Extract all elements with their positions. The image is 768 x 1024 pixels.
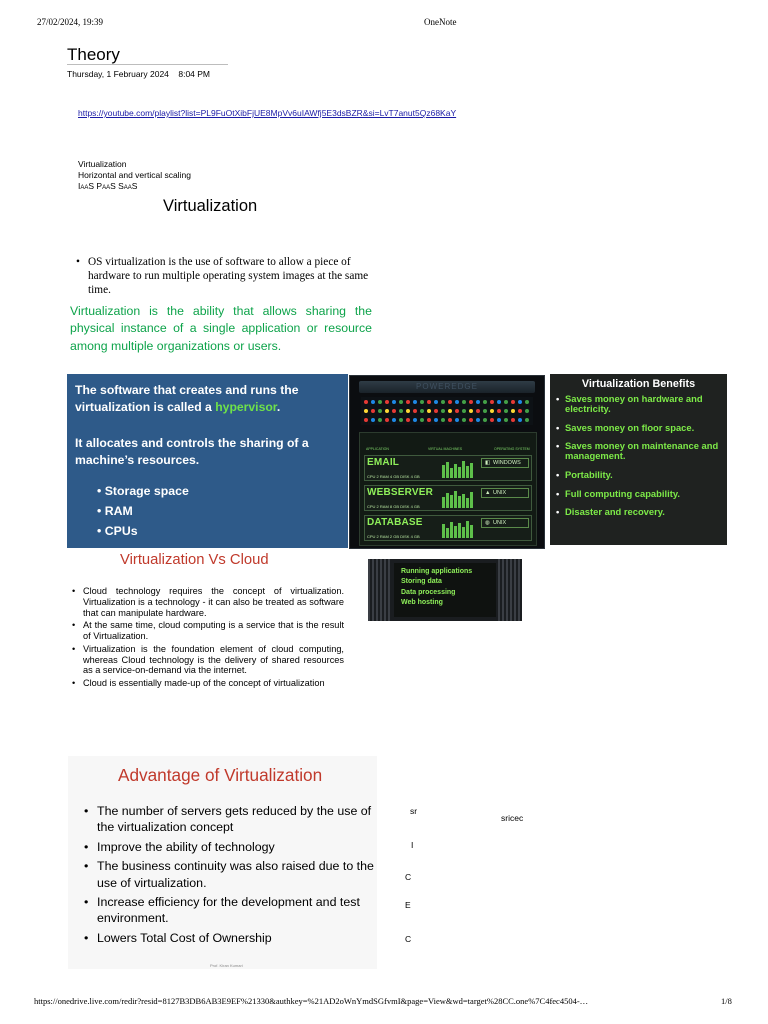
led-indicator bbox=[392, 418, 396, 422]
slide-bullet: • OS virtualization is the use of software to allow a piece of hardware to run multiple operating system images at the same time. bbox=[74, 256, 374, 297]
led-indicator bbox=[476, 409, 480, 413]
rack-side-left bbox=[368, 559, 392, 621]
led-indicator bbox=[427, 418, 431, 422]
led-indicator bbox=[462, 418, 466, 422]
led-indicator bbox=[518, 400, 522, 404]
hypervisor-keyword: hypervisor bbox=[215, 400, 277, 415]
rack-header: APPLICATION bbox=[366, 447, 389, 451]
vm-os-name: UNIX bbox=[493, 490, 507, 496]
server-uses-list bbox=[401, 568, 472, 610]
led-indicator bbox=[483, 418, 487, 422]
hypervisor-text: The software that creates and runs the virtualization is called a bbox=[75, 383, 299, 415]
led-indicator bbox=[434, 400, 438, 404]
led-indicator bbox=[518, 409, 522, 413]
led-indicator bbox=[413, 400, 417, 404]
led-indicator bbox=[504, 418, 508, 422]
led-indicator bbox=[518, 418, 522, 422]
led-indicator bbox=[371, 409, 375, 413]
text-fragment[interactable]: C bbox=[405, 872, 412, 882]
led-indicator bbox=[420, 409, 424, 413]
led-indicator bbox=[399, 409, 403, 413]
led-indicator bbox=[427, 409, 431, 413]
slide-virtualization-intro bbox=[68, 190, 378, 360]
text-fragment[interactable]: sricec bbox=[501, 813, 524, 823]
benefit-item: • Saves money on floor space. bbox=[556, 423, 724, 433]
led-indicator bbox=[504, 409, 508, 413]
led-indicator bbox=[469, 400, 473, 404]
slide-title: Advantage of Virtualization bbox=[118, 765, 323, 785]
server-rack-image bbox=[349, 375, 545, 549]
page-title[interactable]: Theory bbox=[67, 45, 120, 64]
led-indicator bbox=[448, 400, 452, 404]
server-use-item: Storing data bbox=[401, 578, 442, 586]
vm-row-webserver bbox=[364, 485, 532, 511]
linux-icon: ▲ bbox=[485, 490, 491, 496]
vm-os-label bbox=[481, 518, 529, 528]
title-underline bbox=[67, 64, 228, 65]
hypervisor-definition bbox=[75, 382, 348, 416]
windows-icon: ◧ bbox=[485, 460, 491, 466]
slide-title: Virtualization bbox=[163, 197, 258, 215]
slide-virtualization-vs-cloud bbox=[68, 549, 348, 725]
led-indicator bbox=[455, 418, 459, 422]
vm-os-name: WINDOWS bbox=[493, 460, 521, 466]
led-indicator bbox=[364, 409, 368, 413]
print-datetime: 27/02/2024, 19:39 bbox=[37, 17, 104, 27]
led-indicator bbox=[378, 409, 382, 413]
slide-author: Prof. Kiran Kumari bbox=[210, 963, 243, 968]
rack-brand-plate: POWEREDGE bbox=[359, 381, 535, 393]
server-uses-image bbox=[368, 559, 522, 621]
comparison-item: • Cloud technology requires the concept of virtualization. Virtualization is a technology - it can also be treated as software that can manipulate hardware. bbox=[70, 586, 344, 618]
led-indicator bbox=[490, 400, 494, 404]
page-date: Thursday, 1 February 2024 bbox=[67, 69, 169, 79]
led-indicator bbox=[413, 418, 417, 422]
unix-icon: ◍ bbox=[485, 520, 490, 526]
led-indicator bbox=[406, 418, 410, 422]
slide-title: Virtualization Vs Cloud bbox=[120, 552, 269, 568]
led-indicator bbox=[434, 418, 438, 422]
vm-stats: CPU 2 RAM 8 GB DISK 4 GB bbox=[367, 504, 420, 509]
led-indicator bbox=[490, 418, 494, 422]
benefit-item: • Portability. bbox=[556, 470, 724, 480]
comparison-item: • At the same time, cloud computing is a service that is the result of Virtualization. bbox=[70, 620, 344, 642]
advantage-item: • Improve the ability of technology bbox=[82, 839, 374, 855]
advantage-item: • Increase efficiency for the development and test environment. bbox=[82, 894, 374, 927]
page-time: 8:04 PM bbox=[178, 69, 211, 79]
resource-list bbox=[97, 484, 189, 544]
advantage-item: • The business continuity was also raised due to the use of virtualization. bbox=[82, 858, 374, 891]
led-indicator bbox=[525, 409, 529, 413]
vm-os-label bbox=[481, 488, 529, 498]
led-indicator bbox=[525, 400, 529, 404]
led-indicator bbox=[483, 409, 487, 413]
print-app-name: OneNote bbox=[424, 17, 457, 27]
server-uses-panel bbox=[394, 563, 496, 617]
resource-item: • RAM bbox=[97, 504, 189, 518]
text-fragment[interactable]: E bbox=[405, 900, 411, 910]
led-indicator bbox=[455, 409, 459, 413]
benefit-item: • Full computing capability. bbox=[556, 489, 724, 499]
vm-load-bars bbox=[441, 459, 477, 478]
led-indicator bbox=[462, 409, 466, 413]
led-indicator bbox=[462, 400, 466, 404]
led-indicator bbox=[385, 409, 389, 413]
led-indicator bbox=[476, 418, 480, 422]
vm-name: DATABASE bbox=[367, 517, 423, 528]
led-indicator bbox=[490, 409, 494, 413]
led-indicator bbox=[392, 400, 396, 404]
led-indicator bbox=[469, 418, 473, 422]
led-indicator bbox=[378, 418, 382, 422]
led-indicator bbox=[497, 409, 501, 413]
server-use-item: Web hosting bbox=[401, 599, 443, 607]
comparison-item: • Virtualization is the foundation element of cloud computing, whereas Cloud technology is the delivery of shared resources as a service-on-demand via the internet. bbox=[70, 644, 344, 676]
led-indicator bbox=[406, 400, 410, 404]
led-indicator bbox=[427, 400, 431, 404]
vm-stats: CPU 2 RAM 4 GB DISK 4 GB bbox=[367, 474, 420, 479]
led-indicator bbox=[504, 400, 508, 404]
led-indicator bbox=[420, 400, 424, 404]
comparison-list bbox=[70, 586, 344, 691]
led-indicator bbox=[441, 400, 445, 404]
slide-hypervisor bbox=[67, 374, 348, 548]
led-indicator bbox=[385, 418, 389, 422]
led-indicator bbox=[364, 418, 368, 422]
note-line[interactable]: Virtualization bbox=[78, 159, 127, 169]
led-indicator bbox=[448, 409, 452, 413]
rack-side-right bbox=[498, 559, 522, 621]
note-line[interactable]: IaaS PaaS SaaS bbox=[78, 181, 138, 191]
rack-header: OPERATING SYSTEM bbox=[494, 447, 530, 451]
comparison-item: • Cloud is essentially made-up of the concept of virtualization bbox=[70, 678, 344, 689]
slide-virtualization-benefits bbox=[550, 374, 727, 545]
led-indicator bbox=[406, 409, 410, 413]
led-indicator bbox=[399, 418, 403, 422]
text-fragment[interactable]: sr bbox=[410, 806, 418, 816]
server-use-item: Data processing bbox=[401, 588, 456, 596]
vm-name: EMAIL bbox=[367, 457, 400, 468]
playlist-link[interactable]: https://youtube.com/playlist?list=PL9FuOtXibFjUE8MpVv6uIAWfj5E3dsBZR&si=LvT7anut5Qz68KaY bbox=[78, 108, 457, 118]
text-fragment[interactable]: I bbox=[411, 840, 414, 850]
slide-advantage-of-virtualization bbox=[68, 756, 377, 969]
vm-stats: CPU 2 RAM 2 GB DISK 4 GB bbox=[367, 534, 420, 539]
led-indicator bbox=[511, 400, 515, 404]
led-indicator bbox=[525, 418, 529, 422]
vm-name: WEBSERVER bbox=[367, 487, 434, 498]
vm-os-name: UNIX bbox=[493, 520, 507, 526]
slide-definition-text: Virtualization is the ability that allows sharing the physical instance of a single application or resource among multiple organizations or users. bbox=[70, 304, 372, 353]
note-line[interactable]: Horizontal and vertical scaling bbox=[78, 170, 191, 180]
hypervisor-period: . bbox=[276, 400, 281, 415]
led-indicator bbox=[497, 400, 501, 404]
led-indicator bbox=[511, 409, 515, 413]
led-indicator bbox=[413, 409, 417, 413]
led-indicator bbox=[378, 400, 382, 404]
print-page-number: 1/8 bbox=[721, 996, 732, 1006]
page-datetime bbox=[67, 69, 210, 79]
vm-load-bars bbox=[441, 519, 477, 538]
led-indicator bbox=[420, 418, 424, 422]
vm-os-label bbox=[481, 458, 529, 468]
benefit-item: • Disaster and recovery. bbox=[556, 507, 724, 517]
led-indicator bbox=[392, 409, 396, 413]
resource-item: • CPUs bbox=[97, 524, 189, 538]
benefit-item: • Saves money on maintenance and management. bbox=[556, 441, 724, 461]
led-indicator bbox=[399, 400, 403, 404]
print-footer-url: https://onedrive.live.com/redir?resid=8127B3DB6AB3E9EF%21330&authkey=%21AD2oWnYmdSGfvmI&page=View&wd=target%28CC.one%7C4fec4504-… bbox=[34, 996, 589, 1006]
led-indicator bbox=[371, 418, 375, 422]
led-indicator bbox=[441, 409, 445, 413]
server-use-item: Running applications bbox=[401, 568, 473, 575]
benefits-list bbox=[556, 394, 724, 526]
vm-load-bars bbox=[441, 489, 477, 508]
led-indicator bbox=[469, 409, 473, 413]
led-indicator bbox=[483, 400, 487, 404]
benefit-item: • Saves money on hardware and electricity. bbox=[556, 394, 724, 414]
led-indicator bbox=[448, 418, 452, 422]
hypervisor-allocation-text: It allocates and controls the sharing of a machine’s resources. bbox=[75, 436, 309, 468]
led-indicator bbox=[511, 418, 515, 422]
led-indicator bbox=[455, 400, 459, 404]
resource-item: • Storage space bbox=[97, 484, 189, 498]
vm-row-email bbox=[364, 455, 532, 481]
advantage-list bbox=[82, 803, 374, 949]
advantage-item: • Lowers Total Cost of Ownership bbox=[82, 930, 374, 946]
led-indicator bbox=[371, 400, 375, 404]
led-indicator bbox=[476, 400, 480, 404]
led-indicator bbox=[385, 400, 389, 404]
vm-row-database bbox=[364, 515, 532, 541]
led-indicator bbox=[497, 418, 501, 422]
rack-header: VIRTUAL MACHINES bbox=[428, 447, 463, 451]
rack-vm-panel bbox=[359, 432, 537, 546]
advantage-item: • The number of servers gets reduced by the use of the virtualization concept bbox=[82, 803, 374, 836]
led-indicator bbox=[364, 400, 368, 404]
led-indicator bbox=[434, 409, 438, 413]
text-fragment[interactable]: C bbox=[405, 934, 412, 944]
rack-led-panel bbox=[361, 397, 533, 425]
led-indicator bbox=[441, 418, 445, 422]
benefits-title: Virtualization Benefits bbox=[581, 378, 696, 390]
